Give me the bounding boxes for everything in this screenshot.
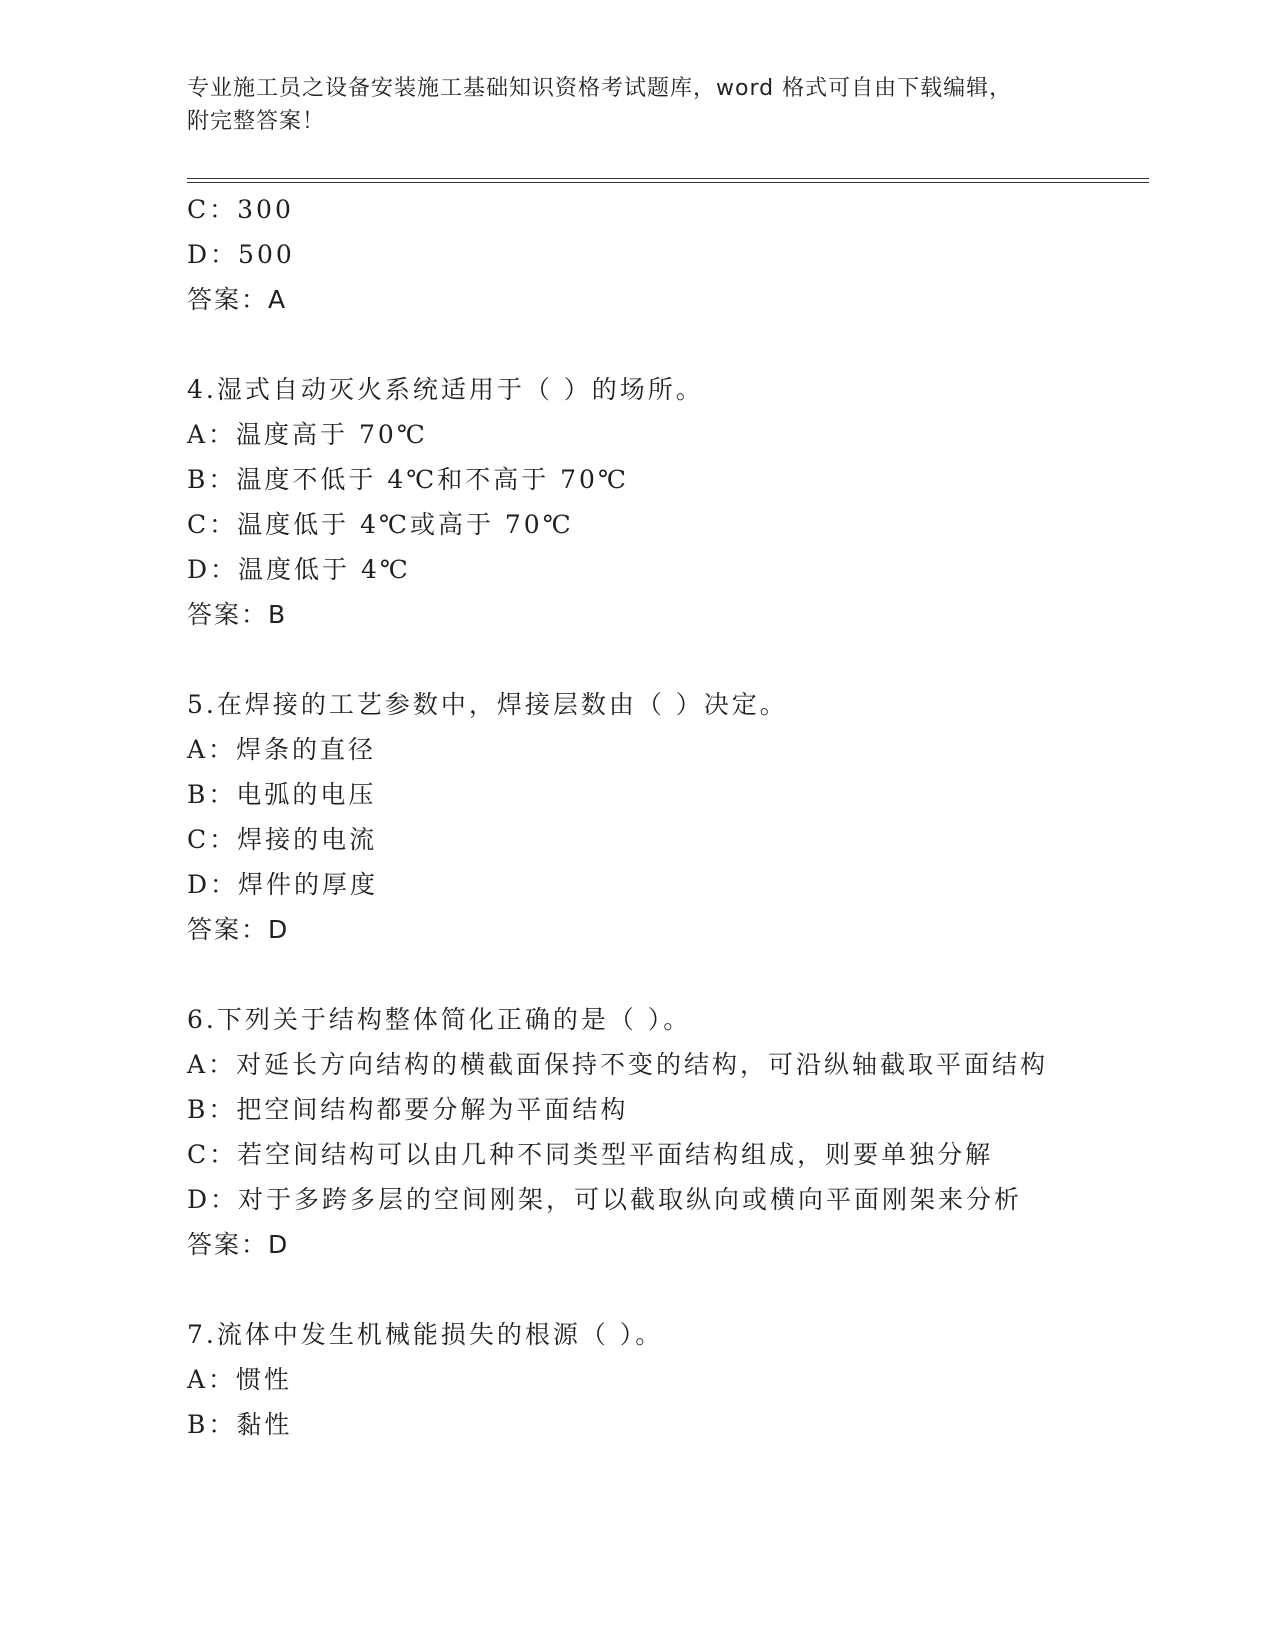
document-header xyxy=(187,72,1087,138)
q4-option-b: B：温度不低于 4℃和不高于 70℃ xyxy=(187,465,629,494)
q6-answer: 答案：D xyxy=(187,1230,290,1259)
q5-question: 5.在焊接的工艺参数中，焊接层数由（ ）决定。 xyxy=(187,690,788,719)
q4-question: 4.湿式自动灭火系统适用于（ ）的场所。 xyxy=(187,375,704,404)
q5-option-b: B：电弧的电压 xyxy=(187,780,377,809)
q6-option-c: C：若空间结构可以由几种不同类型平面结构组成，则要单独分解 xyxy=(187,1140,994,1169)
q4-option-d: D：温度低于 4℃ xyxy=(187,555,411,584)
q3-option-c: C：300 xyxy=(187,195,294,224)
q4-answer: 答案：B xyxy=(187,600,288,629)
q3-option-d: D：500 xyxy=(187,240,295,269)
q6-question: 6.下列关于结构整体简化正确的是（ ）。 xyxy=(187,1005,692,1034)
q5-answer: 答案：D xyxy=(187,915,290,944)
header-line-2: 附完整答案！ xyxy=(187,109,326,134)
q6-option-d: D：对于多跨多层的空间刚架，可以截取纵向或横向平面刚架来分析 xyxy=(187,1185,1023,1214)
q5-option-a: A：焊条的直径 xyxy=(187,735,377,764)
q4-option-c: C：温度低于 4℃或高于 70℃ xyxy=(187,510,574,539)
q7-question: 7.流体中发生机械能损失的根源（ ）。 xyxy=(187,1320,664,1349)
header-line-1: 专业施工员之设备安装施工基础知识资格考试题库，word 格式可自由下载编辑， xyxy=(187,76,1013,101)
q7-option-a: A：惯性 xyxy=(187,1365,293,1394)
q3-answer: 答案：A xyxy=(187,285,288,314)
header-divider-bottom xyxy=(187,182,1149,183)
q5-option-d: D：焊件的厚度 xyxy=(187,870,379,899)
q5-option-c: C：焊接的电流 xyxy=(187,825,378,854)
q6-option-b: B：把空间结构都要分解为平面结构 xyxy=(187,1095,629,1124)
q7-option-b: B：黏性 xyxy=(187,1410,293,1439)
q4-option-a: A：温度高于 70℃ xyxy=(187,420,428,449)
header-divider-top xyxy=(187,178,1149,179)
q6-option-a: A：对延长方向结构的横截面保持不变的结构，可沿纵轴截取平面结构 xyxy=(187,1050,1049,1079)
